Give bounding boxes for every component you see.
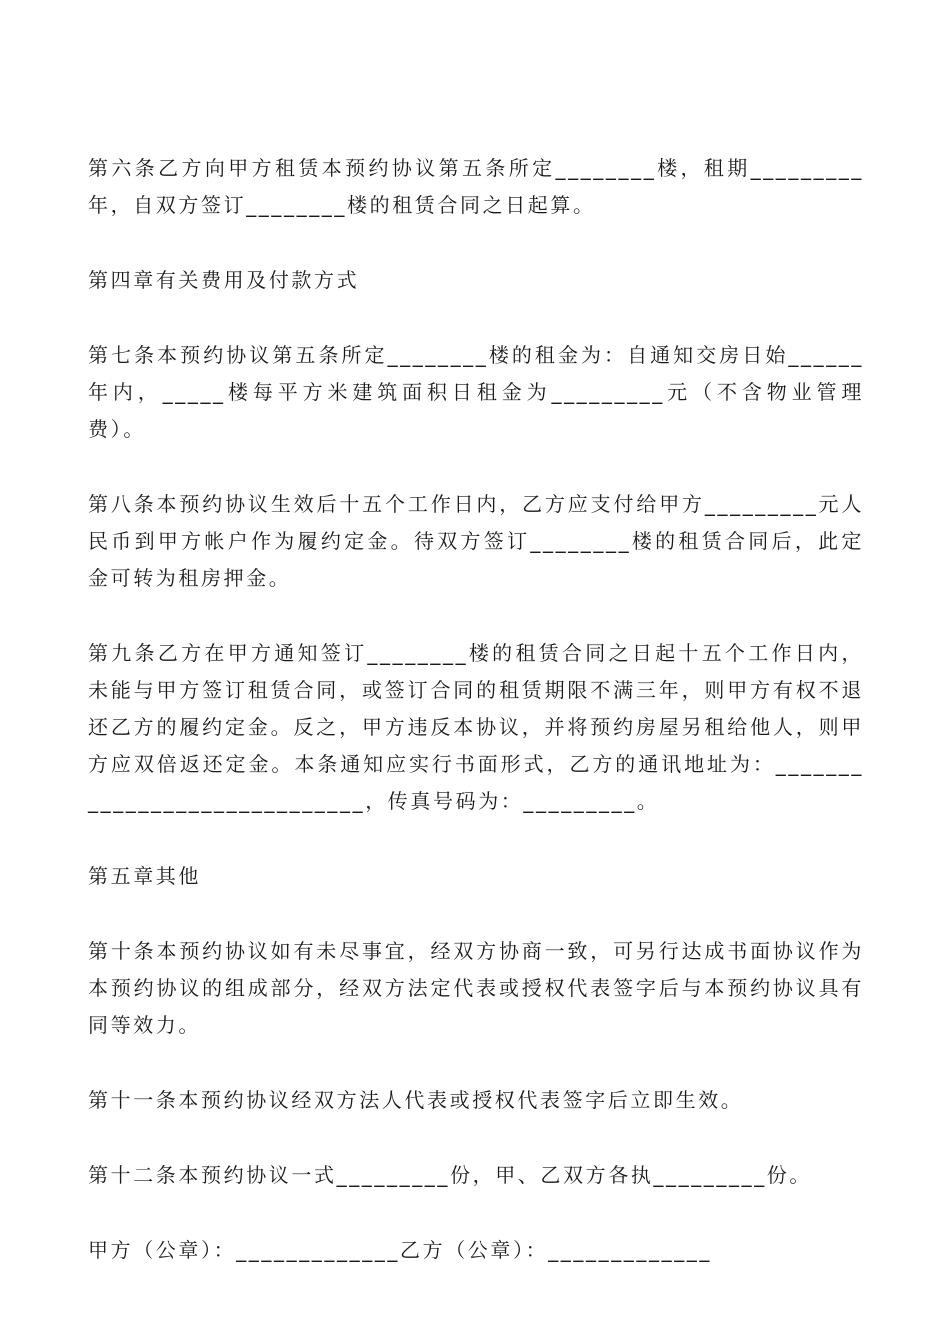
paragraph-gap [88, 820, 864, 858]
chapter-4-heading: 第四章有关费用及付款方式 [88, 268, 360, 292]
article-11: 第十一条本预约协议经双方法人代表或授权代表签字后立即生效。 [88, 1088, 744, 1112]
paragraph-gap [88, 299, 864, 337]
article-6: 第六条乙方向甲方租赁本预约协议第五条所定________楼，租期_________年，自双方签订________楼的租赁合同之日起算。 [88, 156, 864, 217]
paragraph-gap [88, 895, 864, 933]
paragraph-gap [88, 1119, 864, 1157]
article-9: 第九条乙方在甲方通知签订________楼的租赁合同之日起十五个工作日内，未能与甲方签订租赁合同，或签订合同的租赁期限不满三年，则甲方有权不退还乙方的履约定金。反之，甲方违反本协议，并将预约房屋另租给他人，则甲方应双倍返还定金。本条通知应实行书面形式，乙方的通讯地址为：_____________________________，传真号码为：_________。 [88, 641, 864, 813]
document-page [88, 150, 864, 1269]
article-12: 第十二条本预约协议一式_________份，甲、乙双方各执_________份。 [88, 1163, 812, 1187]
paragraph-gap [88, 448, 864, 486]
paragraph-gap [88, 224, 864, 262]
article-7: 第七条本预约协议第五条所定________楼的租金为：自通知交房日始______年内，_____楼每平方米建筑面积日租金为_________元（不含物业管理费）。 [88, 343, 864, 441]
paragraph-gap [88, 1044, 864, 1082]
paragraph-gap [88, 597, 864, 635]
chapter-5-heading: 第五章其他 [88, 864, 201, 888]
signature-line: 甲方（公章）：_____________乙方（公章）：_____________ [88, 1238, 712, 1262]
article-8: 第八条本预约协议生效后十五个工作日内，乙方应支付给甲方_________元人民币到甲方帐户作为履约定金。待双方签订________楼的租赁合同后，此定金可转为租房押金。 [88, 492, 864, 590]
paragraph-gap [88, 1194, 864, 1232]
article-10: 第十条本预约协议如有未尽事宜，经双方协商一致，可另行达成书面协议作为本预约协议的组成部分，经双方法定代表或授权代表签字后与本预约协议具有同等效力。 [88, 939, 864, 1037]
